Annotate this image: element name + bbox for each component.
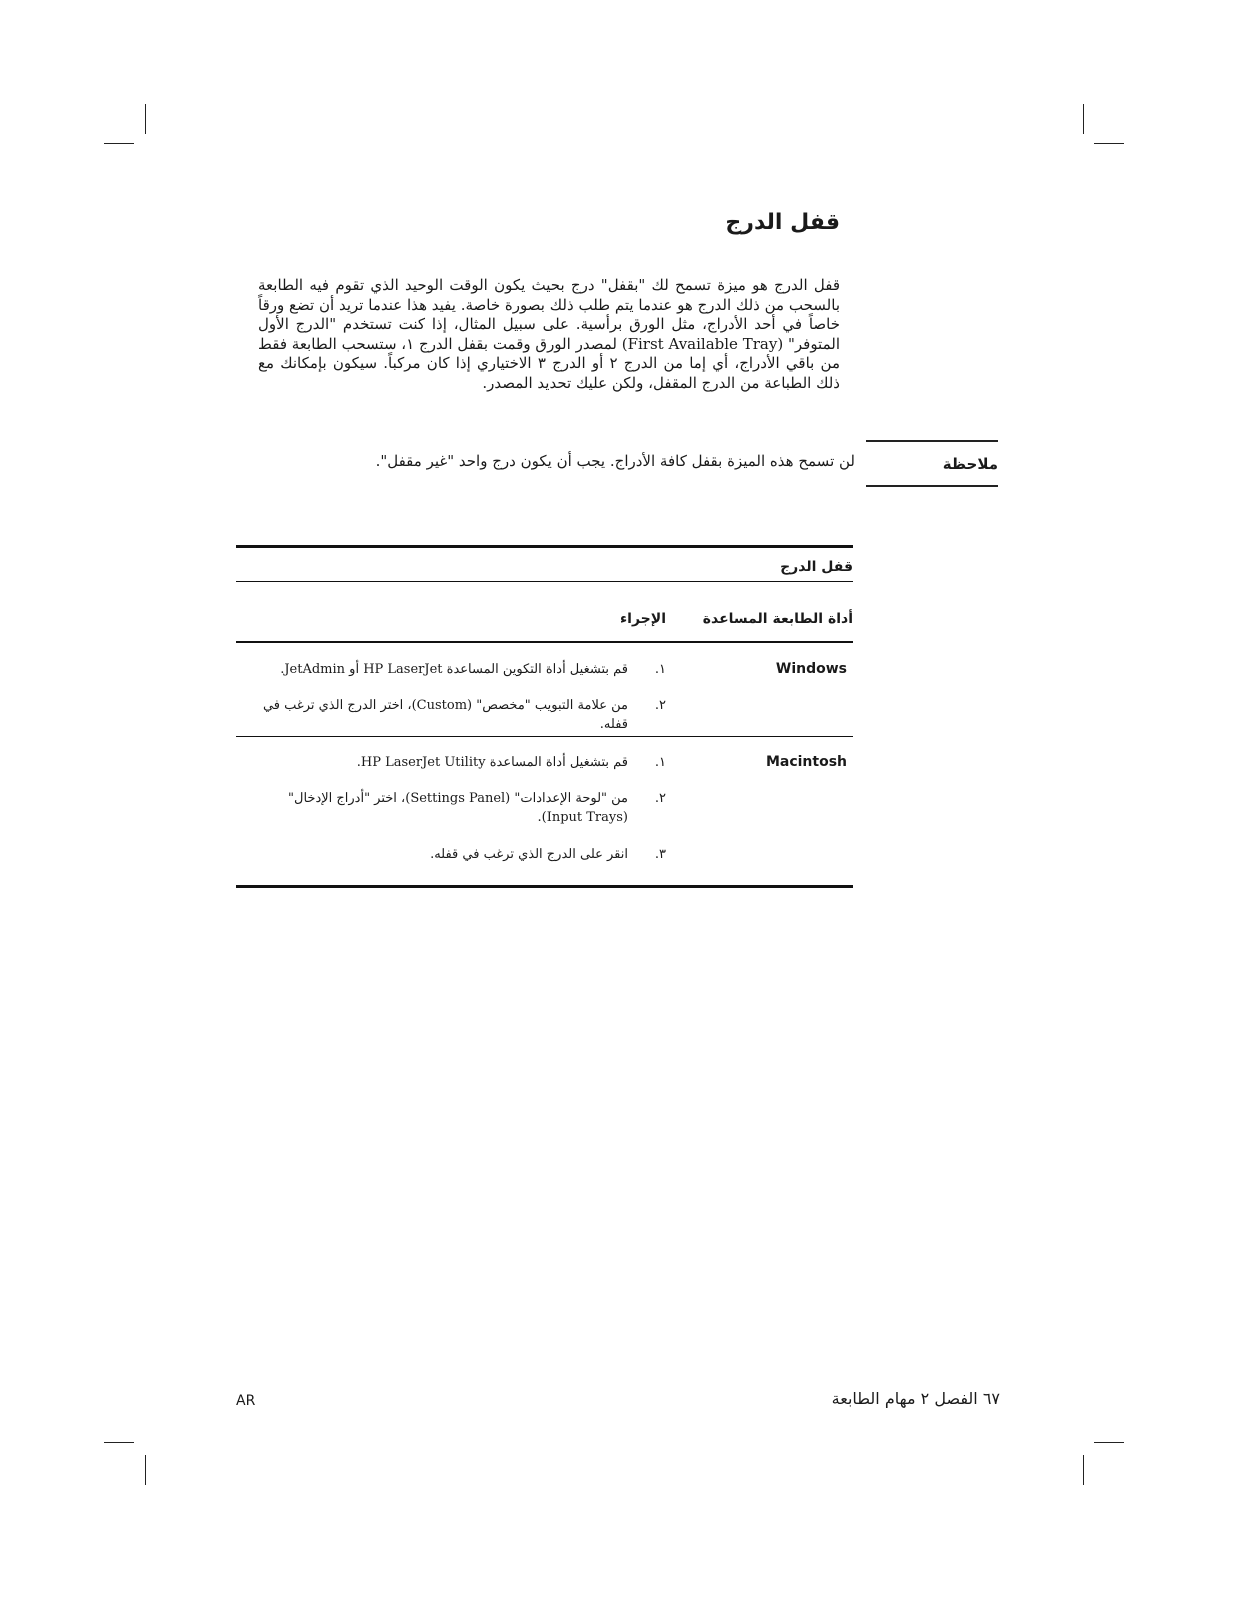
procedure-step <box>246 845 666 864</box>
step-number: ٣. <box>654 847 666 862</box>
crop-mark <box>104 1442 134 1443</box>
procedure-step <box>246 660 666 679</box>
step-number: ١. <box>654 662 666 677</box>
step-text: انقر على الدرج الذي ترغب في قفله. <box>430 847 628 862</box>
step-text: قم بتشغيل أداة المساعدة HP LaserJet Utility. <box>356 755 628 770</box>
table-rule <box>236 581 853 582</box>
footer-page-ref: ٦٧ الفصل ٢ مهام الطابعة <box>831 1389 1000 1408</box>
system-name-macintosh: Macintosh <box>765 754 847 770</box>
procedure-step <box>246 789 666 827</box>
table-rule <box>236 736 853 737</box>
table-rule <box>236 641 853 643</box>
step-number: ٢. <box>654 791 666 806</box>
step-text: من "لوحة الإعدادات" (Settings Panel)، اختر "أدراج الإدخال" (Input Trays). <box>288 791 628 825</box>
step-number: ٢. <box>654 698 666 713</box>
step-number: ١. <box>654 755 666 770</box>
crop-mark <box>145 1455 146 1485</box>
table-rule <box>236 885 853 888</box>
system-name-windows: Windows <box>775 661 847 677</box>
table-title: قفل الدرج <box>780 559 853 575</box>
column-header-procedure: الإجراء <box>620 611 666 627</box>
crop-mark <box>104 143 134 144</box>
procedure-step <box>246 696 666 734</box>
crop-mark <box>1083 104 1084 134</box>
note-label: ملاحظة <box>942 455 998 473</box>
note-text: لن تسمح هذه الميزة بقفل كافة الأدراج. يجب أن يكون درج واحد "غير مقفل". <box>375 452 855 470</box>
note-rule-bottom <box>866 485 998 487</box>
crop-mark <box>1094 1442 1124 1443</box>
body-paragraph: قفل الدرج هو ميزة تسمح لك "بقفل" درج بحيث يكون الوقت الوحيد الذي تقوم فيه الطابعة بالسحب من ذلك الدرج هو عندما يتم طلب ذلك بصورة خاصة. يفيد هذا عندما تريد أن تضع ورقاً خاصاً في أحد الأدراج، مثل الورق برأسية. على سبيل المثال، إذا كنت تستخدم "الدرج الأول المتوفر" (First Available Tray) لمصدر الورق وقمت بقفل الدرج ١، ستسحب الطابعة فقط من باقي الأدراج، أي إما من الدرج ٢ أو الدرج ٣ الاختياري إذا كان مركباً. سيكون بإمكانك مع ذلك الطباعة من الدرج المقفل، ولكن عليك تحديد المصدر. <box>258 276 840 392</box>
step-text: قم بتشغيل أداة التكوين المساعدة HP LaserJet أو JetAdmin. <box>280 662 628 677</box>
table-rule <box>236 545 853 548</box>
note-rule-top <box>866 440 998 442</box>
crop-mark <box>145 104 146 134</box>
footer-language: AR <box>236 1393 256 1409</box>
column-header-tool: أداة الطابعة المساعدة <box>702 611 853 627</box>
crop-mark <box>1094 143 1124 144</box>
step-text: من علامة التبويب "مخصص" (Custom)، اختر الدرج الذي ترغب في قفله. <box>262 698 628 732</box>
section-heading: قفل الدرج <box>725 210 840 235</box>
crop-mark <box>1083 1455 1084 1485</box>
procedure-step <box>246 753 666 772</box>
